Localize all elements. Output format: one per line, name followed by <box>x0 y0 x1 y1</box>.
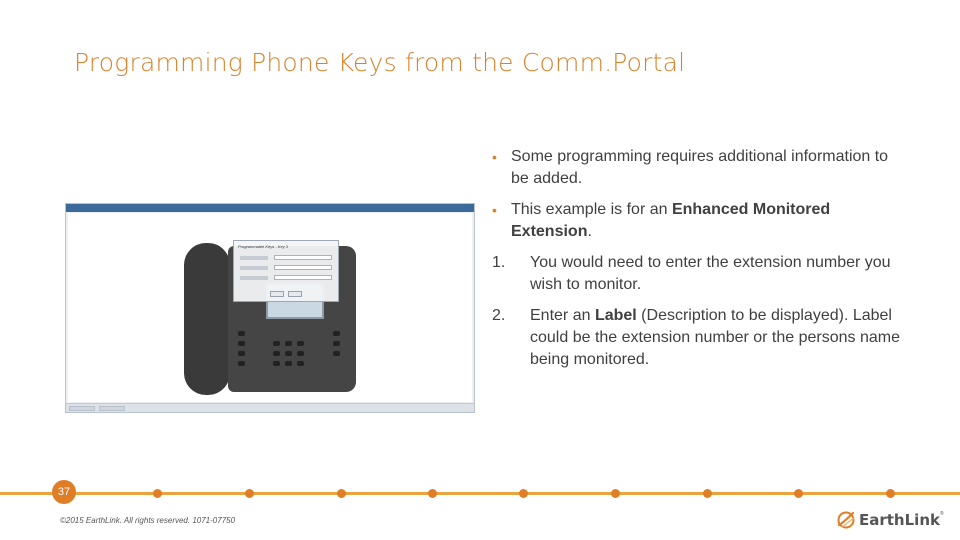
bullet-text: This example is for an Enhanced Monitored Extension. <box>511 201 831 240</box>
earthlink-logo <box>836 509 944 531</box>
dialog-field <box>274 275 332 280</box>
bullet-text: Some programming requires additional information to be added. <box>511 148 889 187</box>
phone-key <box>297 361 304 366</box>
phone-handset-image <box>184 243 230 395</box>
step-number: 2. <box>492 307 506 324</box>
earthlink-swirl-icon <box>836 510 856 530</box>
statusbar-tab <box>69 406 95 411</box>
bullet-item <box>490 199 910 243</box>
phone-key <box>238 351 245 356</box>
statusbar-tab <box>99 406 125 411</box>
phone-key <box>238 341 245 346</box>
dialog-label <box>240 276 268 280</box>
dialog-title: Programmable Keys - Key 3 <box>238 244 289 249</box>
bullet-dot: • <box>492 149 497 165</box>
timeline-dot <box>428 489 437 498</box>
footer-timeline <box>0 492 960 495</box>
slide-title: Programming Phone Keys from the Comm.Portal <box>74 48 686 77</box>
dialog-field <box>274 255 332 260</box>
phone-key <box>333 351 340 356</box>
numbered-step <box>490 252 910 296</box>
phone-key <box>238 361 245 366</box>
phone-key <box>297 341 304 346</box>
dialog-label <box>240 266 268 270</box>
timeline-dot <box>245 489 254 498</box>
phone-key <box>297 351 304 356</box>
logo-text: EarthLink <box>859 511 940 529</box>
timeline-dot <box>794 489 803 498</box>
phone-key <box>285 341 292 346</box>
commportal-screenshot <box>65 203 475 413</box>
dialog-field <box>274 265 332 270</box>
timeline-dot <box>703 489 712 498</box>
phone-key <box>285 351 292 356</box>
dialog-label <box>240 256 268 260</box>
copyright-text: ©2015 EarthLink. All rights reserved. 1071-07750 <box>60 516 236 525</box>
phone-key <box>273 361 280 366</box>
timeline-dot <box>337 489 346 498</box>
dialog-cancel-button <box>288 291 302 297</box>
page-number-badge: 37 <box>52 480 76 504</box>
screenshot-canvas <box>68 213 472 402</box>
timeline-dot <box>886 489 895 498</box>
phone-key <box>333 341 340 346</box>
screenshot-statusbar <box>66 403 474 412</box>
slide-body <box>490 146 910 380</box>
bullet-dot: • <box>492 202 497 218</box>
step-text: You would need to enter the extension number you wish to monitor. <box>530 254 891 293</box>
screenshot-titlebar <box>66 204 474 212</box>
bullet-item <box>490 146 910 190</box>
timeline-dot <box>519 489 528 498</box>
logo-trademark: ® <box>939 511 944 517</box>
step-number: 1. <box>492 254 506 271</box>
timeline-dot <box>611 489 620 498</box>
phone-key <box>333 331 340 336</box>
timeline-dot <box>153 489 162 498</box>
phone-key <box>285 361 292 366</box>
programmable-keys-dialog <box>233 240 339 302</box>
phone-key <box>238 331 245 336</box>
phone-key <box>273 341 280 346</box>
phone-key <box>273 351 280 356</box>
step-text: Enter an Label (Description to be displayed). Label could be the extension number or the persons name being monitored. <box>530 307 901 368</box>
numbered-step <box>490 305 910 371</box>
dialog-ok-button <box>270 291 284 297</box>
